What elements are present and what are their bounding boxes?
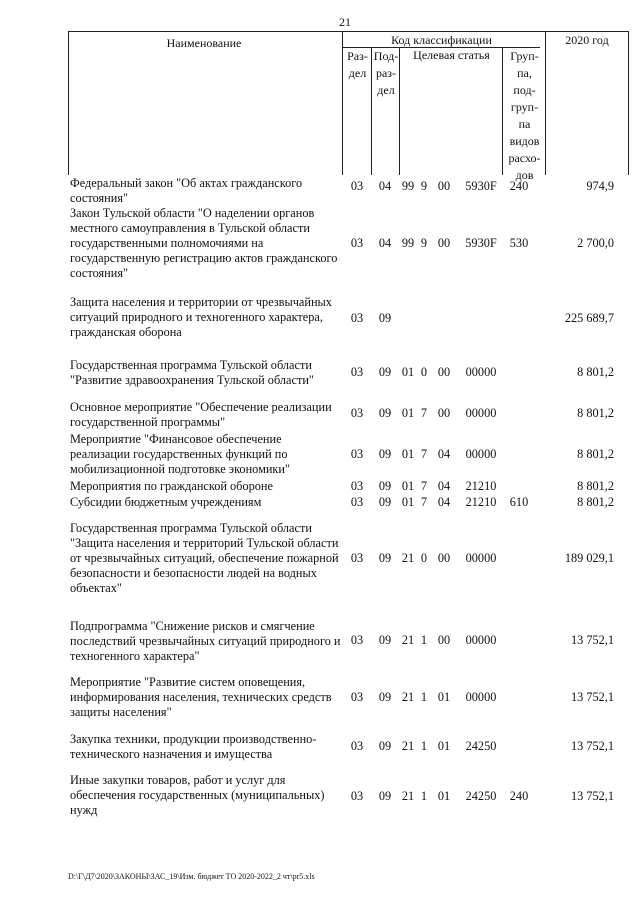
- row-vid-rashodov: 530: [509, 236, 529, 250]
- row-program: 21: [401, 633, 415, 647]
- row-razdel: 03: [350, 406, 364, 420]
- row-subprogram: 1: [420, 789, 428, 803]
- row-podrazdel: 09: [378, 447, 392, 461]
- row-razdel: 03: [350, 311, 364, 325]
- row-subprogram: 7: [420, 495, 428, 509]
- footer-path: D:\Г\Д7\2020\ЗАКОНЫ\ЗАС_19\Изм. бюджет ТО 2020-2022_2 чт\pr5.xls: [68, 872, 315, 881]
- row-podrazdel: 09: [378, 789, 392, 803]
- row-podrazdel: 09: [378, 365, 392, 379]
- row-subprogram: 0: [420, 551, 428, 565]
- header-kod: Код классификации: [391, 33, 492, 47]
- row-program: 01: [401, 365, 415, 379]
- row-sum: 189 029,1: [564, 551, 614, 565]
- row-event: 04: [437, 479, 451, 493]
- row-razdel: 03: [350, 633, 364, 647]
- row-name: Основное мероприятие "Обеспечение реализации государственной программы": [70, 400, 332, 429]
- row-subprogram: 1: [420, 690, 428, 704]
- row-name: Субсидии бюджетным учреждениям: [70, 495, 262, 509]
- header-podrazdel: Под- раз- дел: [373, 49, 399, 97]
- row-program: 21: [401, 789, 415, 803]
- row-direction: 5930F: [465, 179, 497, 193]
- row-podrazdel: 09: [378, 551, 392, 565]
- row-direction: 21210: [465, 479, 497, 493]
- row-vid-rashodov: 240: [509, 179, 529, 193]
- row-podrazdel: 09: [378, 311, 392, 325]
- row-direction: 5930F: [465, 236, 497, 250]
- row-direction: 24250: [465, 739, 497, 753]
- row-vid-rashodov: 240: [509, 789, 529, 803]
- row-direction: 00000: [465, 447, 497, 461]
- row-name: Федеральный закон "Об актах гражданского состояния": [70, 176, 303, 205]
- row-razdel: 03: [350, 789, 364, 803]
- row-program: 01: [401, 479, 415, 493]
- row-direction: 00000: [465, 365, 497, 379]
- row-razdel: 03: [350, 365, 364, 379]
- row-name: Мероприятие "Развитие систем оповещения, информирования населения, технических средств защиты населения": [70, 675, 332, 719]
- row-program: 99: [401, 236, 415, 250]
- header-name-column: [69, 32, 343, 175]
- row-razdel: 03: [350, 179, 364, 193]
- row-sum: 8 801,2: [577, 365, 614, 379]
- row-program: 21: [401, 551, 415, 565]
- row-podrazdel: 09: [378, 495, 392, 509]
- row-podrazdel: 09: [378, 739, 392, 753]
- row-podrazdel: 09: [378, 633, 392, 647]
- row-podrazdel: 09: [378, 690, 392, 704]
- row-subprogram: 1: [420, 739, 428, 753]
- row-event: 04: [437, 447, 451, 461]
- row-sum: 8 801,2: [577, 447, 614, 461]
- row-name: Государственная программа Тульской области "Защита населения и территорий Тульской области от чрезвычайных ситуаций, обеспечение пожарной безопасности и безопасности людей на водных объектах": [70, 521, 339, 595]
- header-name: Наименование: [166, 36, 242, 50]
- row-event: 00: [437, 236, 451, 250]
- row-event: 00: [437, 633, 451, 647]
- row-sum: 8 801,2: [577, 495, 614, 509]
- row-program: 01: [401, 495, 415, 509]
- row-sum: 8 801,2: [577, 406, 614, 420]
- row-name: Подпрограмма "Снижение рисков и смягчение последствий чрезвычайных ситуаций природного и техногенного характера": [70, 619, 341, 663]
- row-direction: 24250: [465, 789, 497, 803]
- row-program: 21: [401, 690, 415, 704]
- row-subprogram: 0: [420, 365, 428, 379]
- header-razdel: Раз- дел: [347, 49, 368, 80]
- row-program: 01: [401, 406, 415, 420]
- row-event: 00: [437, 551, 451, 565]
- row-name: Закупка техники, продукции производственно-технического назначения и имущества: [70, 732, 317, 761]
- row-name: Защита населения и территории от чрезвычайных ситуаций природного и техногенного характера, гражданская оборона: [70, 295, 332, 339]
- row-name: Иные закупки товаров, работ и услуг для обеспечения государственных (муниципальных) нужд: [70, 773, 325, 817]
- row-event: 01: [437, 690, 451, 704]
- row-sum: 13 752,1: [570, 690, 614, 704]
- row-subprogram: 1: [420, 633, 428, 647]
- row-podrazdel: 04: [378, 236, 392, 250]
- row-program: 01: [401, 447, 415, 461]
- row-sum: 225 689,7: [564, 311, 614, 325]
- row-name: Закон Тульской области "О наделении органов местного самоуправления в Тульской области государственными полномочиями на государственную регистрацию актов гражданского состояния": [70, 206, 338, 280]
- row-sum: 974,9: [586, 179, 614, 193]
- row-podrazdel: 09: [378, 406, 392, 420]
- row-sum: 2 700,0: [577, 236, 614, 250]
- header-year: 2020 год: [565, 33, 609, 47]
- row-event: 01: [437, 739, 451, 753]
- row-direction: 00000: [465, 633, 497, 647]
- row-event: 01: [437, 789, 451, 803]
- row-event: 00: [437, 365, 451, 379]
- row-subprogram: 7: [420, 406, 428, 420]
- row-event: 00: [437, 406, 451, 420]
- row-sum: 13 752,1: [570, 739, 614, 753]
- row-razdel: 03: [350, 551, 364, 565]
- row-podrazdel: 09: [378, 479, 392, 493]
- row-program: 21: [401, 739, 415, 753]
- header-celevaya-column: [400, 48, 503, 175]
- table-header: [68, 31, 629, 182]
- row-razdel: 03: [350, 236, 364, 250]
- page-number: 21: [339, 15, 351, 29]
- row-direction: 00000: [465, 551, 497, 565]
- row-subprogram: 9: [420, 179, 428, 193]
- row-razdel: 03: [350, 690, 364, 704]
- row-razdel: 03: [350, 447, 364, 461]
- row-direction: 00000: [465, 406, 497, 420]
- row-event: 00: [437, 179, 451, 193]
- row-sum: 8 801,2: [577, 479, 614, 493]
- row-name: Мероприятие "Финансовое обеспечение реализации государственных функций по мобилизационной подготовке экономики": [70, 432, 291, 476]
- row-sum: 13 752,1: [570, 633, 614, 647]
- row-name: Мероприятия по гражданской обороне: [70, 479, 273, 493]
- header-gruppa: Груп- па, под- груп- па видов расхо- дов: [508, 49, 541, 182]
- row-direction: 21210: [465, 495, 497, 509]
- row-subprogram: 7: [420, 447, 428, 461]
- row-event: 04: [437, 495, 451, 509]
- row-program: 99: [401, 179, 415, 193]
- row-direction: 00000: [465, 690, 497, 704]
- row-subprogram: 7: [420, 479, 428, 493]
- row-podrazdel: 04: [378, 179, 392, 193]
- header-celevaya: Целевая статья: [413, 48, 490, 62]
- row-name: Государственная программа Тульской области "Развитие здравоохранения Тульской области": [70, 358, 314, 387]
- row-subprogram: 9: [420, 236, 428, 250]
- row-razdel: 03: [350, 479, 364, 493]
- row-vid-rashodov: 610: [509, 495, 529, 509]
- row-razdel: 03: [350, 739, 364, 753]
- row-sum: 13 752,1: [570, 789, 614, 803]
- row-razdel: 03: [350, 495, 364, 509]
